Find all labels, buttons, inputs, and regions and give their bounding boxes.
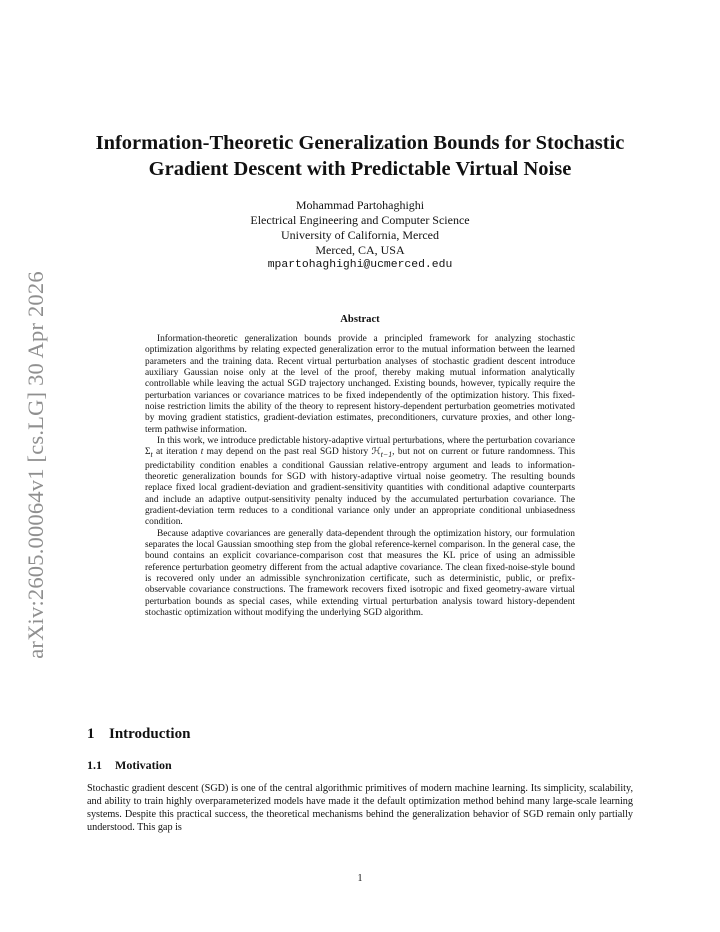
section-number: 1 xyxy=(87,726,95,742)
author-university: University of California, Merced xyxy=(281,228,439,242)
subsection-heading-motivation xyxy=(87,758,172,773)
subsection-number: 1.1 xyxy=(87,758,102,772)
author-department: Electrical Engineering and Computer Science xyxy=(250,213,470,227)
author-name: Mohammad Partohaghighi xyxy=(295,198,425,212)
paper-title: Information-Theoretic Generalization Bounds for Stochastic Gradient Descent with Predictable Virtual Noise xyxy=(95,132,625,180)
abstract-paragraph-2: In this work, we introduce predictable history-adaptive virtual perturbations, where the perturbation covariance $\Sigma_t$ at iteration t may depend on the past real SGD history ℋ$_{t-1}$, but not on current or future randomness. This predictability condition enables a conditional Gaussian relative-entropy argument and leads to information-theoretic generalization bounds for SGD with history-adaptive virtual noise geometry. The resulting bounds replace fixed local gradient-deviation and gradient-sensitivity quantities with conditional adaptive counterparts and include an adaptive output-sensitivity penalty induced by the accumulated perturbation covariance. The gradient-deviation term reduces to a conditional variance only under an appropriate conditional unbiasedness condition. xyxy=(145,436,575,528)
section-heading-introduction xyxy=(87,726,190,743)
subsection-title: Motivation xyxy=(115,758,172,772)
author-email[interactable]: mpartohaghighi@ucmerced.edu xyxy=(267,259,453,271)
math-history: ℋ xyxy=(371,447,381,458)
abstract-body xyxy=(145,334,575,619)
abstract-paragraph-3: Because adaptive covariances are generally data-dependent through the optimization history, our formulation separates the local Gaussian smoothing step from the global reference-kernel comparison. In the general case, the bound contains an explicit covariance-comparison cost that measures the KL price of using an admissible reference perturbation geometry different from the actual adaptive covariance. The clean fixed-noise-style bound is recovered only under an admissible synchronization certificate, such as deterministic, public, or prefix-observable covariance constructions. The framework recovers fixed isotropic and fixed geometry-aware virtual perturbation bounds as special cases, while extending virtual perturbation analysis toward history-dependent stochastic optimization without modifying the underlying SGD algorithm. xyxy=(145,528,575,619)
arxiv-identifier-text: arXiv:2605.00064v1 [cs.LG] 30 Apr 2026 xyxy=(23,271,48,659)
math-t: t xyxy=(200,447,204,458)
section-title: Introduction xyxy=(109,726,191,742)
author-block xyxy=(160,198,560,273)
math-sigma: Σ xyxy=(145,447,151,458)
abstract-paragraph-1: Information-theoretic generalization bounds provide a principled framework for analyzing stochastic optimization algorithms by relating expected generalization error to the mutual information between the learned parameters and the training data. Recent virtual perturbation analyses of stochastic gradient descent introduce auxiliary Gaussian noise only at the level of the proof, thereby making mutual information analytically controllable while leaving the actual SGD trajectory unchanged. Existing bounds, however, typically require the perturbation variances or covariance matrices to be fixed independently of the optimization history. This fixed-noise restriction limits the ability of the theory to represent history-dependent perturbation geometries motivated by moving gradient statistics, gradient-deviation estimates, preconditioners, curvature proxies, and other long-term pathwise information. xyxy=(145,334,575,435)
introduction-paragraph: Stochastic gradient descent (SGD) is one of the central algorithmic primitives of modern machine learning. Its simplicity, scalability, and ability to train highly overparameterized models have made it the default optimization method behind many large-scale learning systems. Despite this practical success, the theoretical mechanisms behind the generalization behavior of SGD remain only partially understood. This gap is xyxy=(87,783,633,833)
author-location: Merced, CA, USA xyxy=(315,243,405,257)
abstract-heading: Abstract xyxy=(340,314,380,325)
page-number: 1 xyxy=(357,873,363,884)
